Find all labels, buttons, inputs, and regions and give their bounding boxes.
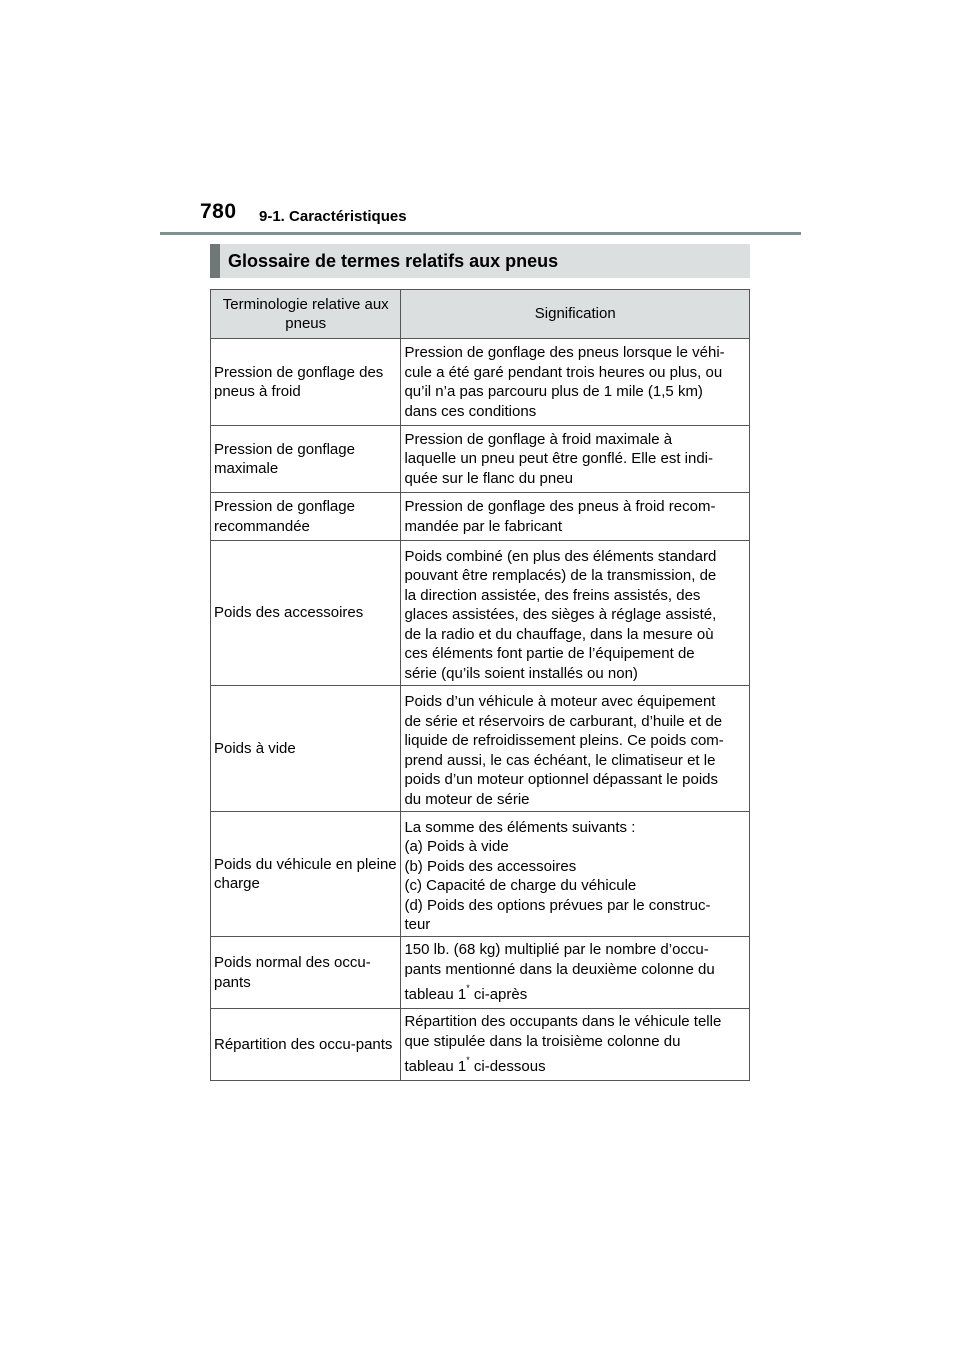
meaning-cell bbox=[401, 426, 750, 493]
meaning-line: ces éléments font partie de l’équipement de bbox=[404, 645, 695, 663]
meaning-cell bbox=[401, 541, 750, 686]
term-cell: Répartition des occu-pants bbox=[211, 1009, 401, 1081]
meaning-text: tableau 1 bbox=[404, 1058, 467, 1076]
glossary-table bbox=[210, 289, 750, 1081]
meaning-line: Répartition des occupants dans le véhicule telle bbox=[404, 1013, 722, 1031]
meaning-line: La somme des éléments suivants : bbox=[404, 818, 636, 836]
meaning-line: poids d’un moteur optionnel dépassant le poids bbox=[404, 771, 719, 788]
meaning-line: Poids combiné (en plus des éléments standard bbox=[404, 547, 717, 565]
table-row bbox=[211, 686, 750, 812]
meaning-cell bbox=[401, 686, 750, 812]
header-rule bbox=[160, 232, 801, 235]
meaning-line: de série et réservoirs de carburant, d’huile et de bbox=[404, 712, 723, 730]
term-cell: Pression de gonflage maximale bbox=[211, 426, 401, 493]
meaning-line: 150 lb. (68 kg) multiplié par le nombre d’occu- bbox=[404, 941, 709, 959]
meaning-line: laquelle un pneu peut être gonflé. Elle est indi- bbox=[404, 450, 714, 468]
term-cell: Poids à vide bbox=[211, 686, 401, 812]
meaning-line: pouvant être remplacés) de la transmission, de bbox=[404, 567, 717, 585]
table-row bbox=[211, 493, 750, 541]
meaning-line: (d) Poids des options prévues par le construc- bbox=[404, 896, 711, 914]
meaning-line: de la radio et du chauffage, dans la mesure où bbox=[404, 625, 714, 643]
meaning-cell bbox=[401, 812, 750, 937]
meaning-line: pants mentionné dans la deuxième colonne du bbox=[404, 960, 715, 978]
meaning-line: du moteur de série bbox=[404, 790, 530, 808]
meaning-line: Poids d’un véhicule à moteur avec équipement bbox=[404, 693, 716, 710]
meaning-text: ci-après bbox=[469, 986, 528, 1004]
meaning-line-with-footnote bbox=[404, 1051, 746, 1077]
meaning-line: la direction assistée, des freins assistés, des bbox=[404, 586, 701, 604]
meaning-line: que stipulée dans la troisième colonne du bbox=[404, 1032, 681, 1050]
meaning-line: (b) Poids des accessoires bbox=[404, 857, 577, 875]
term-cell: Poids des accessoires bbox=[211, 541, 401, 686]
page-number: 780 bbox=[200, 200, 237, 223]
table-header-row bbox=[211, 290, 750, 339]
meaning-line: (a) Poids à vide bbox=[404, 838, 509, 855]
meaning-line: liquide de refroidissement pleins. Ce poids com- bbox=[404, 732, 724, 749]
footnote-marker: * bbox=[466, 983, 470, 994]
table-row bbox=[211, 426, 750, 493]
meaning-line: quée sur le flanc du pneu bbox=[404, 469, 573, 487]
table-row bbox=[211, 812, 750, 937]
meaning-line: mandée par le fabricant bbox=[404, 517, 563, 535]
meaning-line: (c) Capacité de charge du véhicule bbox=[404, 877, 637, 894]
meaning-line: cule a été garé pendant trois heures ou plus, ou bbox=[404, 363, 723, 381]
table-row bbox=[211, 1009, 750, 1081]
section-title: 9-1. Caractéristiques bbox=[259, 208, 407, 225]
term-cell: Poids normal des occu-pants bbox=[211, 937, 401, 1009]
table-row bbox=[211, 339, 750, 426]
meaning-text: ci-dessous bbox=[469, 1058, 546, 1076]
meaning-cell bbox=[401, 1009, 750, 1081]
term-cell: Poids du véhicule en pleine charge bbox=[211, 812, 401, 937]
column-header-term: Terminologie relative aux pneus bbox=[211, 290, 401, 339]
meaning-text: tableau 1 bbox=[404, 986, 467, 1004]
meaning-cell bbox=[401, 937, 750, 1009]
meaning-cell bbox=[401, 339, 750, 426]
meaning-line: teur bbox=[404, 916, 431, 933]
meaning-line: Pression de gonflage à froid maximale à bbox=[404, 430, 673, 448]
meaning-line: dans ces conditions bbox=[404, 402, 537, 420]
meaning-line-with-footnote bbox=[404, 979, 746, 1005]
glossary-heading: Glossaire de termes relatifs aux pneus bbox=[210, 244, 750, 278]
term-cell: Pression de gonflage des pneus à froid bbox=[211, 339, 401, 426]
table-row bbox=[211, 541, 750, 686]
footnote-marker: * bbox=[466, 1055, 470, 1066]
meaning-cell bbox=[401, 493, 750, 541]
meaning-line: Pression de gonflage des pneus à froid recom- bbox=[404, 498, 716, 515]
meaning-line: prend aussi, le cas échéant, le climatiseur et le bbox=[404, 751, 716, 769]
table-row bbox=[211, 937, 750, 1009]
term-cell: Pression de gonflage recommandée bbox=[211, 493, 401, 541]
meaning-line: Pression de gonflage des pneus lorsque le véhi- bbox=[404, 344, 725, 361]
meaning-line: qu’il n’a pas parcouru plus de 1 mile (1,5 km) bbox=[404, 383, 703, 400]
column-header-meaning: Signification bbox=[401, 290, 750, 339]
meaning-line: série (qu’ils soient installés ou non) bbox=[404, 664, 638, 682]
meaning-line: glaces assistées, des sièges à réglage assisté, bbox=[404, 606, 717, 624]
